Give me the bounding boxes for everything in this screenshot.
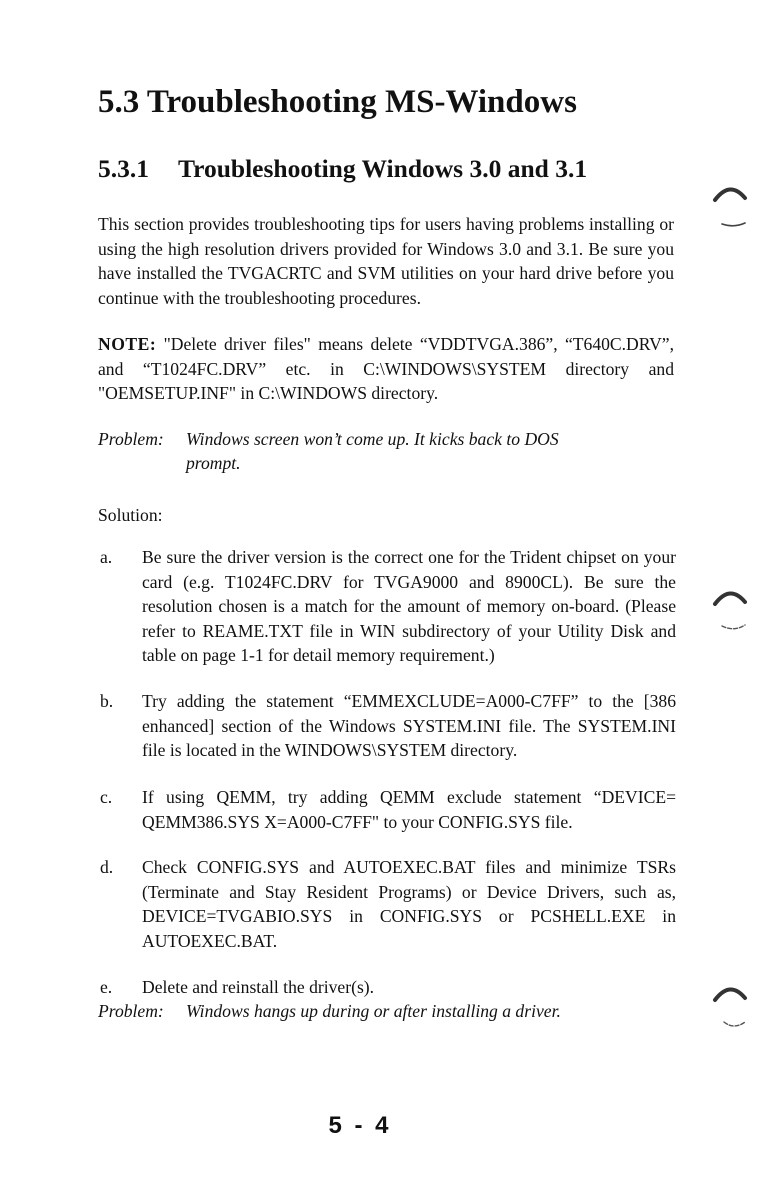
note-paragraph [98, 332, 674, 406]
solution-item-letter: c. [100, 787, 113, 807]
note-label: NOTE: [98, 334, 157, 354]
problem-2-label: Problem: [98, 1001, 164, 1021]
problem-2 [98, 999, 698, 1023]
solution-item-a [98, 545, 676, 668]
solution-item-text: Be sure the driver version is the correct one for the Trident chipset on your card (e.g. T1024FC.DRV for TVGA9000 and 8900CL). Be sure the resolution chosen is a match for the amount of memory on-board. (Please refer to REAME.TXT file in WIN subdirectory of your Utility Disk and table on page 1-1 for detail memory requirement.) [142, 547, 676, 666]
solution-item-e [98, 975, 676, 1000]
problem-1-label: Problem: [98, 429, 164, 449]
solution-item-text: Try adding the statement “EMMEXCLUDE=A000-C7FF” to the [386 enhanced] section of the Windows SYSTEM.INI file. The SYSTEM.INI file is located in the WINDOWS\SYSTEM directory. [142, 691, 676, 761]
section-title: 5.3 Troubleshooting MS-Windows [98, 84, 577, 120]
solution-item-text: If using QEMM, try adding QEMM exclude statement “DEVICE= QEMM386.SYS X=A000-C7FF" to your CONFIG.SYS file. [142, 787, 676, 832]
subsection-number: 5.3.1 [98, 154, 149, 183]
solution-label: Solution: [98, 505, 163, 525]
intro-paragraph: This section provides troubleshooting tips for users having problems installing or using the high resolution drivers provided for Windows 3.0 and 3.1. Be sure you have installed the TVGACRTC and SVM utilities on your hard drive before you continue with the troubleshooting procedures. [98, 214, 674, 308]
solution-item-c [98, 785, 676, 834]
solution-item-letter: a. [100, 547, 113, 567]
page-number: 5 - 4 [328, 1112, 392, 1139]
binder-hole-mark-icon [712, 178, 748, 228]
problem-1 [98, 427, 698, 475]
problem-1-text-line2: prompt. [186, 453, 241, 473]
problem-1-text-line1: Windows screen won’t come up. It kicks back to DOS [186, 429, 559, 449]
solution-item-d [98, 855, 676, 953]
binder-hole-mark-icon [712, 582, 748, 632]
solution-item-b [98, 689, 676, 763]
solution-item-letter: e. [100, 977, 113, 997]
solution-item-letter: d. [100, 857, 114, 877]
subsection-title-text: Troubleshooting Windows 3.0 and 3.1 [178, 154, 588, 183]
binder-hole-mark-icon [712, 978, 748, 1028]
note-text: "Delete driver files" means delete “VDDTVGA.386”, “T640C.DRV”, and “T1024FC.DRV” etc. in C:\WINDOWS\SYSTEM directory and "OEMSETUP.INF" in C:\WINDOWS directory. [98, 334, 674, 403]
solution-item-text: Check CONFIG.SYS and AUTOEXEC.BAT files and minimize TSRs (Terminate and Stay Resident Programs) or Device Drivers, such as, DEVICE=TVGABIO.SYS in CONFIG.SYS or PCSHELL.EXE in AUTOEXEC.BAT. [142, 857, 676, 951]
problem-2-text: Windows hangs up during or after installing a driver. [186, 1001, 561, 1021]
solution-item-letter: b. [100, 691, 114, 711]
subsection-title [98, 154, 587, 184]
solution-item-text: Delete and reinstall the driver(s). [142, 977, 375, 997]
